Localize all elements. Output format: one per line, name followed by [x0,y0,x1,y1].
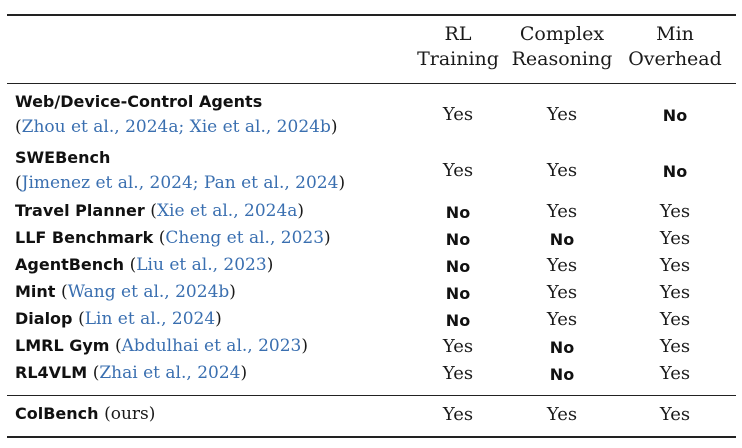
header-line: Complex [519,23,605,45]
table-row [0,282,742,309]
cell-complex-reasoning: Yes [546,104,578,125]
header-line: Training [417,48,499,70]
cell-min-overhead: Yes [659,363,691,384]
citation-link[interactable]: Zhou et al., 2024a; Xie et al., 2024b [21,117,331,137]
table-row [0,255,742,282]
benchmark-name-with-citation: Travel Planner (Xie et al., 2024a) [15,201,305,221]
cell-rl-training: No [445,203,471,222]
cell-complex-reasoning: Yes [546,255,578,276]
citation-link[interactable]: Jimenez et al., 2024; Pan et al., 2024 [21,173,339,193]
table-row [0,148,742,200]
benchmark-name: SWEBench [15,148,111,167]
benchmark-name: LMRL Gym [15,336,110,355]
citation-link[interactable]: Liu et al., 2023 [136,255,267,275]
benchmark-name-with-citation: LLF Benchmark (Cheng et al., 2023) [15,228,331,248]
benchmark-name-with-citation: AgentBench (Liu et al., 2023) [15,255,274,275]
cell-min-overhead: Yes [659,201,691,222]
cell-min-overhead: Yes [659,255,691,276]
cell-rl-training: Yes [442,404,474,425]
benchmark-name-with-suffix [15,404,155,424]
cell-min-overhead: Yes [659,404,691,425]
header-complex-reasoning [507,22,617,72]
table-row [0,363,742,390]
cell-min-overhead: Yes [659,309,691,330]
header-min-overhead [625,22,725,72]
header-line: Min [656,23,694,45]
citation-link[interactable]: Zhai et al., 2024 [99,363,241,383]
cell-complex-reasoning: Yes [546,201,578,222]
cell-complex-reasoning: No [549,338,575,357]
citation-link[interactable]: Abdulhai et al., 2023 [121,336,302,356]
cell-complex-reasoning: No [549,365,575,384]
header-rl-training [408,22,508,72]
cell-complex-reasoning: No [549,230,575,249]
cell-rl-training: Yes [442,104,474,125]
table-row-ours [0,404,742,431]
cell-rl-training: Yes [442,336,474,357]
ours-rule [7,395,736,396]
bottom-rule [7,436,736,438]
benchmark-name: LLF Benchmark [15,228,154,247]
header-line: RL [444,23,472,45]
benchmark-name: Web/Device-Control Agents [15,92,263,111]
benchmark-name: RL4VLM [15,363,88,382]
cell-rl-training: No [445,284,471,303]
benchmark-name: Travel Planner [15,201,145,220]
cell-min-overhead: No [662,162,688,181]
benchmark-name: Mint [15,282,56,301]
header-rule [7,83,736,84]
cell-rl-training: No [445,257,471,276]
header-line: Overhead [628,48,722,70]
cell-complex-reasoning: Yes [546,160,578,181]
cell-rl-training: Yes [442,160,474,181]
cell-rl-training: No [445,311,471,330]
cell-rl-training: No [445,230,471,249]
cell-min-overhead: Yes [659,282,691,303]
benchmark-name-with-citation: LMRL Gym (Abdulhai et al., 2023) [15,336,308,356]
cell-min-overhead: Yes [659,228,691,249]
top-rule [7,14,736,16]
citation-link[interactable]: Xie et al., 2024a [156,201,298,221]
citation: (Jimenez et al., 2024; Pan et al., 2024) [15,173,346,193]
table-row [0,228,742,255]
citation-link[interactable]: Wang et al., 2024b [67,282,230,302]
benchmark-name-with-citation: RL4VLM (Zhai et al., 2024) [15,363,248,383]
citation-link[interactable]: Lin et al., 2024 [84,309,216,329]
cell-min-overhead: Yes [659,336,691,357]
benchmark-name: AgentBench [15,255,125,274]
table-row [0,336,742,363]
header-line: Reasoning [511,48,613,70]
benchmark-name-with-citation: Dialop (Lin et al., 2024) [15,309,222,329]
citation-link[interactable]: Cheng et al., 2023 [165,228,325,248]
table-row [0,309,742,336]
benchmark-name: ColBench [15,404,99,423]
cell-complex-reasoning: Yes [546,309,578,330]
table-row [0,92,742,144]
cell-complex-reasoning: Yes [546,404,578,425]
benchmark-name: Dialop [15,309,73,328]
cell-complex-reasoning: Yes [546,282,578,303]
table-row [0,201,742,228]
cell-min-overhead: No [662,106,688,125]
ours-suffix: (ours) [104,404,156,424]
citation: (Zhou et al., 2024a; Xie et al., 2024b) [15,117,338,137]
cell-rl-training: Yes [442,363,474,384]
benchmark-name-with-citation: Mint (Wang et al., 2024b) [15,282,236,302]
